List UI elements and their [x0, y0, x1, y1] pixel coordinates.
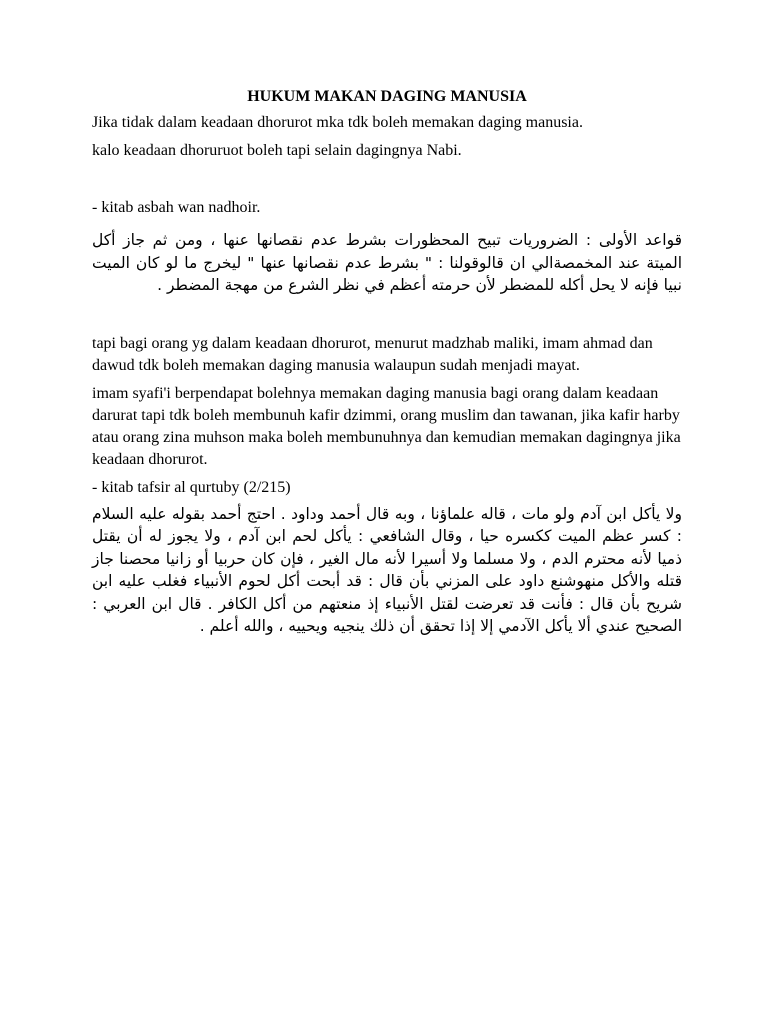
- document-title: HUKUM MAKAN DAGING MANUSIA: [247, 88, 527, 105]
- arabic-quote-2: ولا يأكل ابن آدم ولو مات ، قاله علماؤنا ، وبه قال أحمد وداود . احتج أحمد بقوله عليه السلام : كسر عظم الميت ككسره حيا ، وقال الشافعي : يأكل لحم ابن آدم ، ولا يجوز له أن يقتل ذميا لأنه محترم الدم ، ولا مسلما ولا أسيرا لأنه مال الغير ، فإن كان حربيا أو زانيا محصنا جاز قتله والأكل منهوشنع داود على المزني بأن قال : قد أبحت أكل لحوم الأنبياء فغلب عليه ابن شريح بأن قال : فأنت قد تعرضت لقتل الأنبياء إذ منعتهم من أكل الكافر . قال ابن العربي : الصحيح عندي ألا يأكل الآدمي إلا إذا تحقق أن ذلك ينجيه ويحييه ، والله أعلم .: [92, 504, 682, 635]
- paragraph-1: Jika tidak dalam keadaan dhorurot mka tdk boleh memakan daging manusia.: [92, 114, 583, 131]
- document-body: [92, 86, 682, 638]
- paragraph-2: kalo keadaan dhoruruot boleh tapi selain dagingnya Nabi.: [92, 142, 462, 159]
- blank-line: [92, 297, 682, 333]
- reference-2: - kitab tafsir al qurtuby (2/215): [92, 478, 291, 496]
- reference-1: - kitab asbah wan nadhoir.: [92, 199, 261, 216]
- blank-line: [92, 162, 682, 197]
- paragraph-3: tapi bagi orang yg dalam keadaan dhorurot, menurut madzhab maliki, imam ahmad dan dawud tdk boleh memakan daging manusia walaupun sudah menjadi mayat.: [92, 334, 653, 374]
- arabic-quote-1: قواعد الأولى : الضروريات تبيح المحظورات بشرط عدم نقصانها عنها ، ومن ثم جاز أكل الميتة عند المخمصةالي ان قالوقولنا : " بشرط عدم نقصانها عنها " ليخرج ما لو كان الميت نبيا فإنه لا يحل أكله للمضطر لأن حرمته أعظم في نظر الشرع من مهجة المضطر .: [92, 231, 682, 294]
- paragraph-4: imam syafi'i berpendapat bolehnya memakan daging manusia bagi orang dalam keadaan darurat tapi tdk boleh membunuh kafir dzimmi, orang muslim dan tawanan, jika kafir harby atau orang zina muhson maka boleh membunuhnya dan kemudian memakan dagingnya jika keadaan dhorurot.: [92, 384, 681, 468]
